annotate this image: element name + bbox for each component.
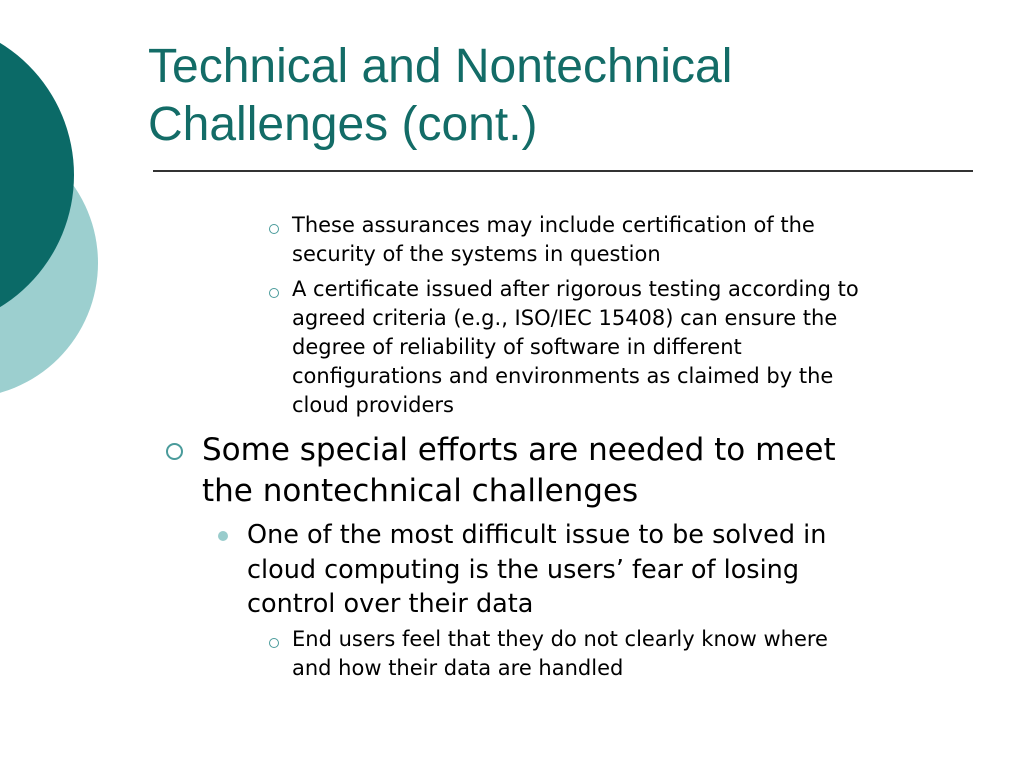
bullet-text (292, 211, 972, 269)
hollow-ring-bullet-icon (166, 443, 183, 460)
bullet-line: cloud providers (292, 393, 454, 417)
bullet-line: Some special efforts are needed to meet (202, 432, 836, 468)
bullet-text (247, 518, 967, 622)
filled-dot-bullet-icon (218, 531, 228, 541)
slide-title-line: Technical and Nontechnical (148, 40, 733, 93)
bullet-line: security of the systems in question (292, 242, 661, 266)
bullet-line: cloud computing is the users’ fear of losing (247, 554, 800, 585)
bullet-line: control over their data (247, 589, 534, 619)
bullet-line: End users feel that they do not clearly know where (292, 627, 828, 651)
bullet-line: These assurances may include certification of the (292, 213, 815, 237)
bullet-line: configurations and environments as claimed by the (292, 364, 834, 388)
slide-title (148, 38, 988, 154)
bullet-line: degree of reliability of software in different (292, 335, 742, 359)
bullet-text (292, 275, 972, 420)
hollow-ring-bullet-icon (269, 638, 279, 648)
bullet-text (292, 625, 972, 683)
bullet-line: the nontechnical challenges (202, 473, 639, 509)
bullet-line: A certificate issued after rigorous testing according to (292, 277, 859, 301)
hollow-ring-bullet-icon (269, 288, 279, 298)
hollow-ring-bullet-icon (269, 224, 279, 234)
bullet-text (202, 430, 982, 512)
bullet-line: One of the most difficult issue to be solved in (247, 520, 827, 550)
slide-title-line: Challenges (cont.) (148, 98, 538, 151)
title-divider (153, 170, 973, 172)
bullet-line: and how their data are handled (292, 656, 624, 680)
bullet-line: agreed criteria (e.g., ISO/IEC 15408) can ensure the (292, 306, 838, 330)
